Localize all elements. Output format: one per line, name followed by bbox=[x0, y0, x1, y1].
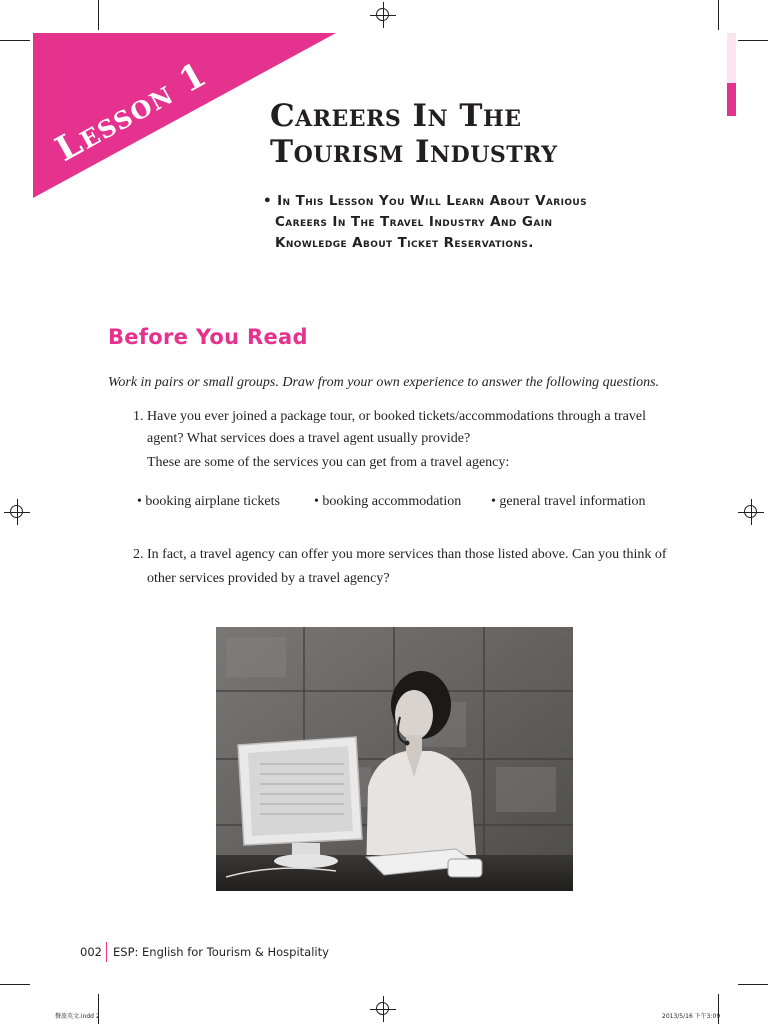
lesson-banner-label: Lesson 1 bbox=[48, 54, 215, 170]
section-heading: Before You Read bbox=[108, 325, 308, 349]
travel-agent-photo bbox=[216, 627, 573, 891]
page-number: 002 bbox=[80, 945, 102, 959]
slug-filename: 餐旅英文.indd 2 bbox=[55, 1013, 100, 1020]
registration-mark-right bbox=[738, 499, 764, 525]
service-item: • booking airplane tickets bbox=[137, 494, 280, 509]
crop-mark-top-right bbox=[718, 0, 719, 30]
service-item: • booking accommodation bbox=[314, 494, 462, 509]
title-line-2: Tourism Industry bbox=[270, 134, 558, 170]
color-bar-accent bbox=[727, 83, 736, 116]
intro-line-3: Knowledge About Ticket Reservations. bbox=[275, 235, 534, 251]
photo-illustration bbox=[216, 627, 573, 891]
registration-mark-left bbox=[4, 499, 30, 525]
title-line-1: Careers In The bbox=[270, 98, 522, 134]
question-1-line-2: agent? What services does a travel agent usually provide? bbox=[147, 431, 471, 446]
footer-divider bbox=[106, 942, 107, 962]
question-1-line-3: These are some of the services you can get from a travel agency: bbox=[147, 455, 510, 470]
color-bar-light bbox=[727, 33, 736, 83]
question-1-line-1: 1. Have you ever joined a package tour, or booked tickets/accommodations through a travel bbox=[133, 409, 646, 424]
lesson-intro bbox=[263, 191, 663, 254]
registration-mark-top bbox=[370, 2, 396, 28]
slug-datetime: 2013/5/16 下午3:09 bbox=[662, 1013, 721, 1020]
intro-line-2: Careers In The Travel Industry And Gain bbox=[275, 214, 553, 230]
section-instruction: Work in pairs or small groups. Draw from your own experience to answer the following questions. bbox=[108, 375, 660, 390]
service-item: • general travel information bbox=[491, 494, 646, 509]
registration-mark-bottom bbox=[370, 996, 396, 1022]
book-title: ESP: English for Tourism & Hospitality bbox=[113, 945, 329, 959]
crop-mark-bottom-right-h bbox=[738, 984, 768, 985]
intro-line-1: • In This Lesson You Will Learn About Various bbox=[263, 193, 588, 209]
lesson-title bbox=[270, 98, 690, 170]
question-2-line-2: other services provided by a travel agency? bbox=[147, 571, 390, 586]
crop-mark-bottom-left-h bbox=[0, 984, 30, 985]
crop-mark-top-right-h bbox=[738, 40, 768, 41]
question-2-line-1: 2. In fact, a travel agency can offer you more services than those listed above. Can you think of bbox=[133, 547, 667, 562]
